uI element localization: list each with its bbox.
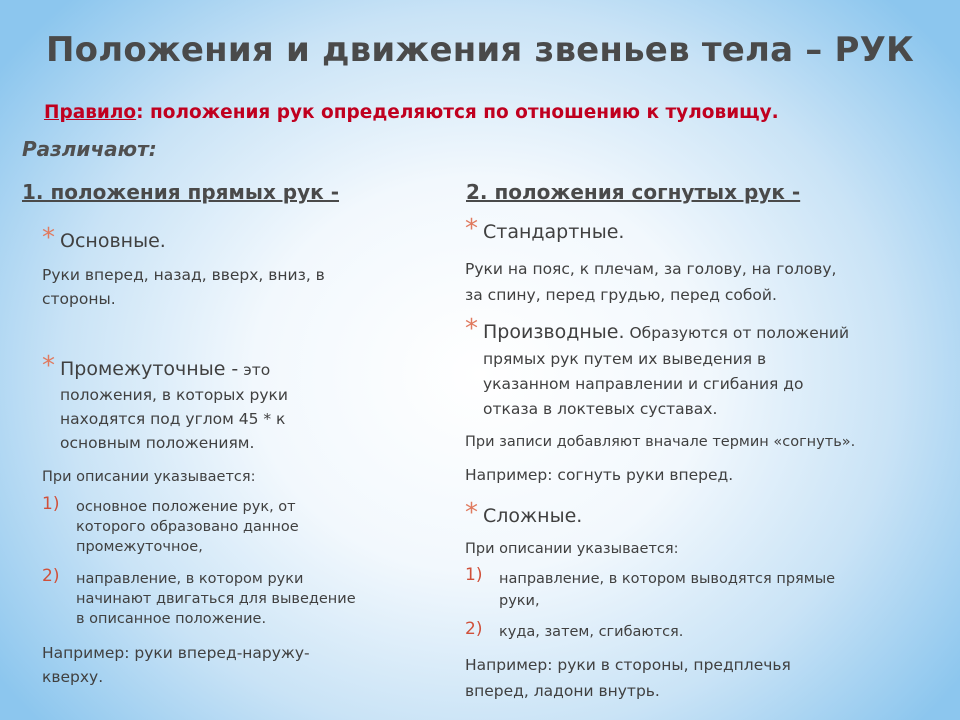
right-example-a: Например: согнуть руки вперед. <box>465 466 734 484</box>
intermediate-text-3: основным положениям. <box>60 434 255 452</box>
list-number: 2) <box>42 566 60 586</box>
page-title: Положения и движения звеньев тела – РУК <box>46 30 915 70</box>
intermediate-inline: это <box>238 361 271 379</box>
left-list-1-line-1: основное положение рук, от <box>76 499 296 515</box>
list-number: 1) <box>465 565 483 585</box>
distinguish-label: Различают: <box>22 137 157 161</box>
derivative-inline: Образуются от положений <box>624 324 850 342</box>
rule-label: Правило <box>44 102 137 123</box>
intermediate-title-line <box>60 357 270 382</box>
right-example-b-2: вперед, ладони внутрь. <box>465 682 660 700</box>
left-desc-label: При описании указывается: <box>42 469 256 485</box>
complex-title: Сложные. <box>483 505 583 527</box>
right-list-2-line-1: куда, затем, сгибаются. <box>499 624 684 640</box>
right-list-1-line-2: руки, <box>499 593 540 609</box>
intermediate-text-2: находятся под углом 45 * к <box>60 410 286 428</box>
list-number: 2) <box>465 619 483 639</box>
left-list-1-line-3: промежуточное, <box>76 539 203 555</box>
right-list-1-line-1: направление, в котором выводятся прямые <box>499 571 836 587</box>
derivative-title-line <box>483 320 849 345</box>
asterisk-bullet-icon: * <box>42 351 55 381</box>
rule-line <box>44 102 779 123</box>
derivative-text-1: прямых рук путем их выведения в <box>483 350 767 368</box>
asterisk-bullet-icon: * <box>465 498 478 528</box>
left-list-2-line-2: начинают двигаться для выведение <box>76 591 356 607</box>
right-column-heading: 2. положения согнутых рук - <box>466 180 801 204</box>
standard-title: Стандартные. <box>483 221 625 243</box>
main-positions-text-1: Руки вперед, назад, вверх, вниз, в <box>42 266 325 284</box>
intermediate-title: Промежуточные - <box>60 358 239 380</box>
derivative-text-2: указанном направлении и сгибания до <box>483 375 804 393</box>
right-example-b-1: Например: руки в стороны, предплечья <box>465 656 791 674</box>
asterisk-bullet-icon: * <box>42 223 55 253</box>
left-column-heading: 1. положения прямых рук - <box>22 180 339 204</box>
left-list-2-line-3: в описанное положение. <box>76 611 267 627</box>
left-example-1: Например: руки вперед-наружу- <box>42 644 310 662</box>
list-number: 1) <box>42 494 60 514</box>
right-desc-label: При описании указывается: <box>465 541 679 557</box>
rule-text: : положения рук определяются по отношению к туловищу. <box>136 102 779 123</box>
standard-text-2: за спину, перед грудью, перед собой. <box>465 286 777 304</box>
left-example-2: кверху. <box>42 668 104 686</box>
asterisk-bullet-icon: * <box>465 314 478 344</box>
standard-text-1: Руки на пояс, к плечам, за голову, на голову, <box>465 260 837 278</box>
left-list-2-line-1: направление, в котором руки <box>76 571 304 587</box>
asterisk-bullet-icon: * <box>465 214 478 244</box>
left-list-1-line-2: которого образовано данное <box>76 519 299 535</box>
main-positions-text-2: стороны. <box>42 290 116 308</box>
derivative-text-3: отказа в локтевых суставах. <box>483 400 718 418</box>
main-positions-title: Основные. <box>60 230 166 252</box>
record-note: При записи добавляют вначале термин «согнуть». <box>465 434 856 450</box>
intermediate-text-1: положения, в которых руки <box>60 386 288 404</box>
derivative-title: Производные. <box>483 321 625 343</box>
